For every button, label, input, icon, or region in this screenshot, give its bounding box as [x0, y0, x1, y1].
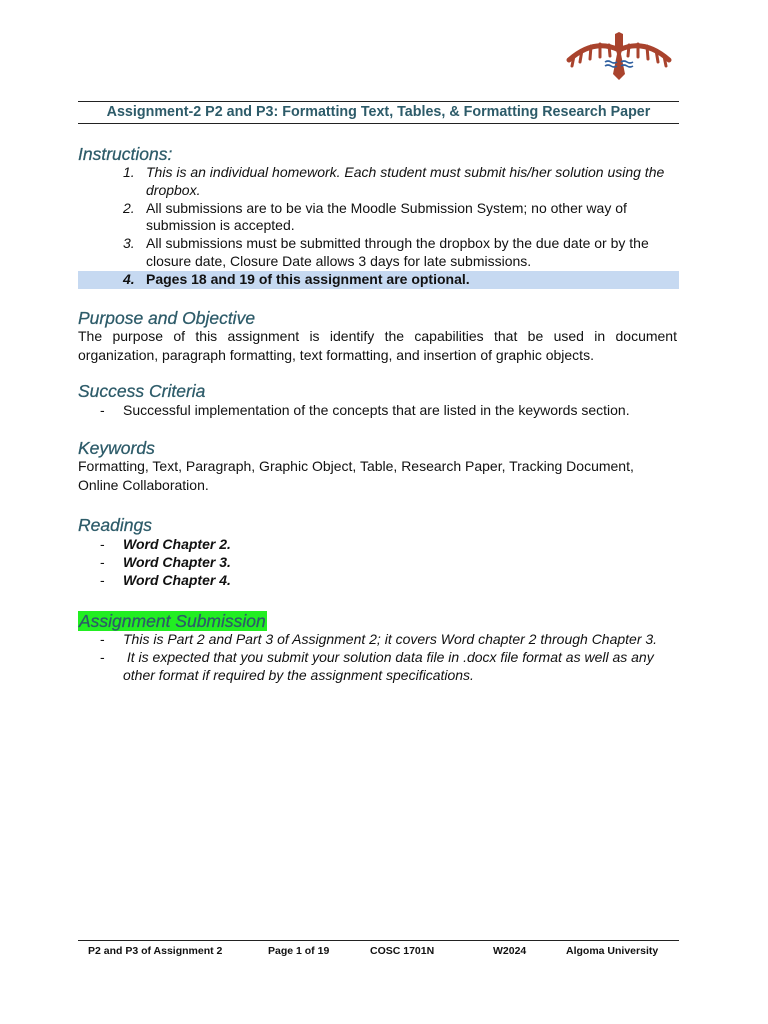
- list-dash: -: [100, 648, 105, 665]
- footer-page-number: Page 1 of 19: [268, 945, 330, 957]
- footer-doc-name: P2 and P3 of Assignment 2: [88, 945, 223, 957]
- instructions-heading: Instructions:: [78, 144, 173, 164]
- readings-list: [78, 536, 679, 589]
- list-dash: -: [100, 536, 105, 552]
- instruction-text: Pages 18 and 19 of this assignment are optional.: [146, 270, 470, 287]
- readings-heading: Readings: [78, 515, 152, 535]
- instruction-number: 1.: [123, 164, 135, 180]
- footer-course: COSC 1701N: [370, 945, 435, 957]
- reading-item: [78, 572, 679, 590]
- page-footer: [78, 940, 679, 961]
- instruction-number: 3.: [123, 235, 135, 252]
- instruction-number: 2.: [123, 199, 135, 216]
- submission-heading-text: Assignment Submission: [79, 611, 266, 631]
- submission-item: [78, 631, 679, 649]
- keywords-text: Formatting, Text, Paragraph, Graphic Object, Table, Research Paper, Tracking Document, Online Collaboration.: [78, 458, 634, 493]
- submission-list: [78, 631, 679, 684]
- success-item: [78, 402, 679, 420]
- instruction-text: All submissions must be submitted through the dropbox by the due date or by the closure date, Closure Date allows 3 days for late submissions.: [146, 235, 649, 269]
- reading-item: [78, 554, 679, 572]
- reading-text: Word Chapter 2.: [123, 536, 231, 552]
- success-text: Successful implementation of the concepts that are listed in the keywords section.: [123, 402, 630, 418]
- submission-heading: [78, 611, 267, 631]
- reading-text: Word Chapter 3.: [123, 553, 231, 570]
- list-dash: -: [100, 553, 105, 570]
- thunderbird-logo-icon: [566, 30, 672, 82]
- footer-term: W2024: [493, 945, 527, 957]
- reading-text: Word Chapter 4.: [123, 571, 231, 588]
- list-dash: -: [100, 631, 105, 647]
- submission-text: This is Part 2 and Part 3 of Assignment 2; it covers Word chapter 2 through Chapter 3.: [123, 631, 658, 647]
- instruction-item: [78, 200, 679, 236]
- footer-school: Algoma University: [566, 945, 659, 957]
- submission-item: [78, 649, 679, 685]
- instruction-text: All submissions are to be via the Moodle Submission System; no other way of submission is accepted.: [146, 199, 627, 234]
- reading-item: [78, 536, 679, 554]
- list-dash: -: [100, 571, 105, 588]
- instructions-list: [78, 164, 679, 289]
- keywords-heading: Keywords: [78, 438, 155, 458]
- list-dash: -: [100, 402, 105, 418]
- purpose-heading: Purpose and Objective: [78, 308, 256, 328]
- success-list: [78, 402, 679, 420]
- success-heading: Success Criteria: [78, 381, 206, 401]
- instruction-item: [78, 235, 679, 271]
- instruction-text: This is an individual homework. Each student must submit his/her solution using the dropbox.: [146, 164, 665, 198]
- instruction-item: [78, 164, 679, 200]
- document-title: Assignment-2 P2 and P3: Formatting Text, Tables, & Formatting Research Paper: [78, 101, 679, 124]
- instruction-number: 4.: [123, 270, 135, 287]
- purpose-text: The purpose of this assignment is identify the capabilities that be used in document organization, paragraph formatting, text formatting, and insertion of graphic objects.: [78, 328, 677, 363]
- instruction-item-highlighted: [78, 271, 679, 289]
- submission-text: It is expected that you submit your solution data file in .docx file format as well as any other format if required by the assignment specifications.: [123, 648, 658, 683]
